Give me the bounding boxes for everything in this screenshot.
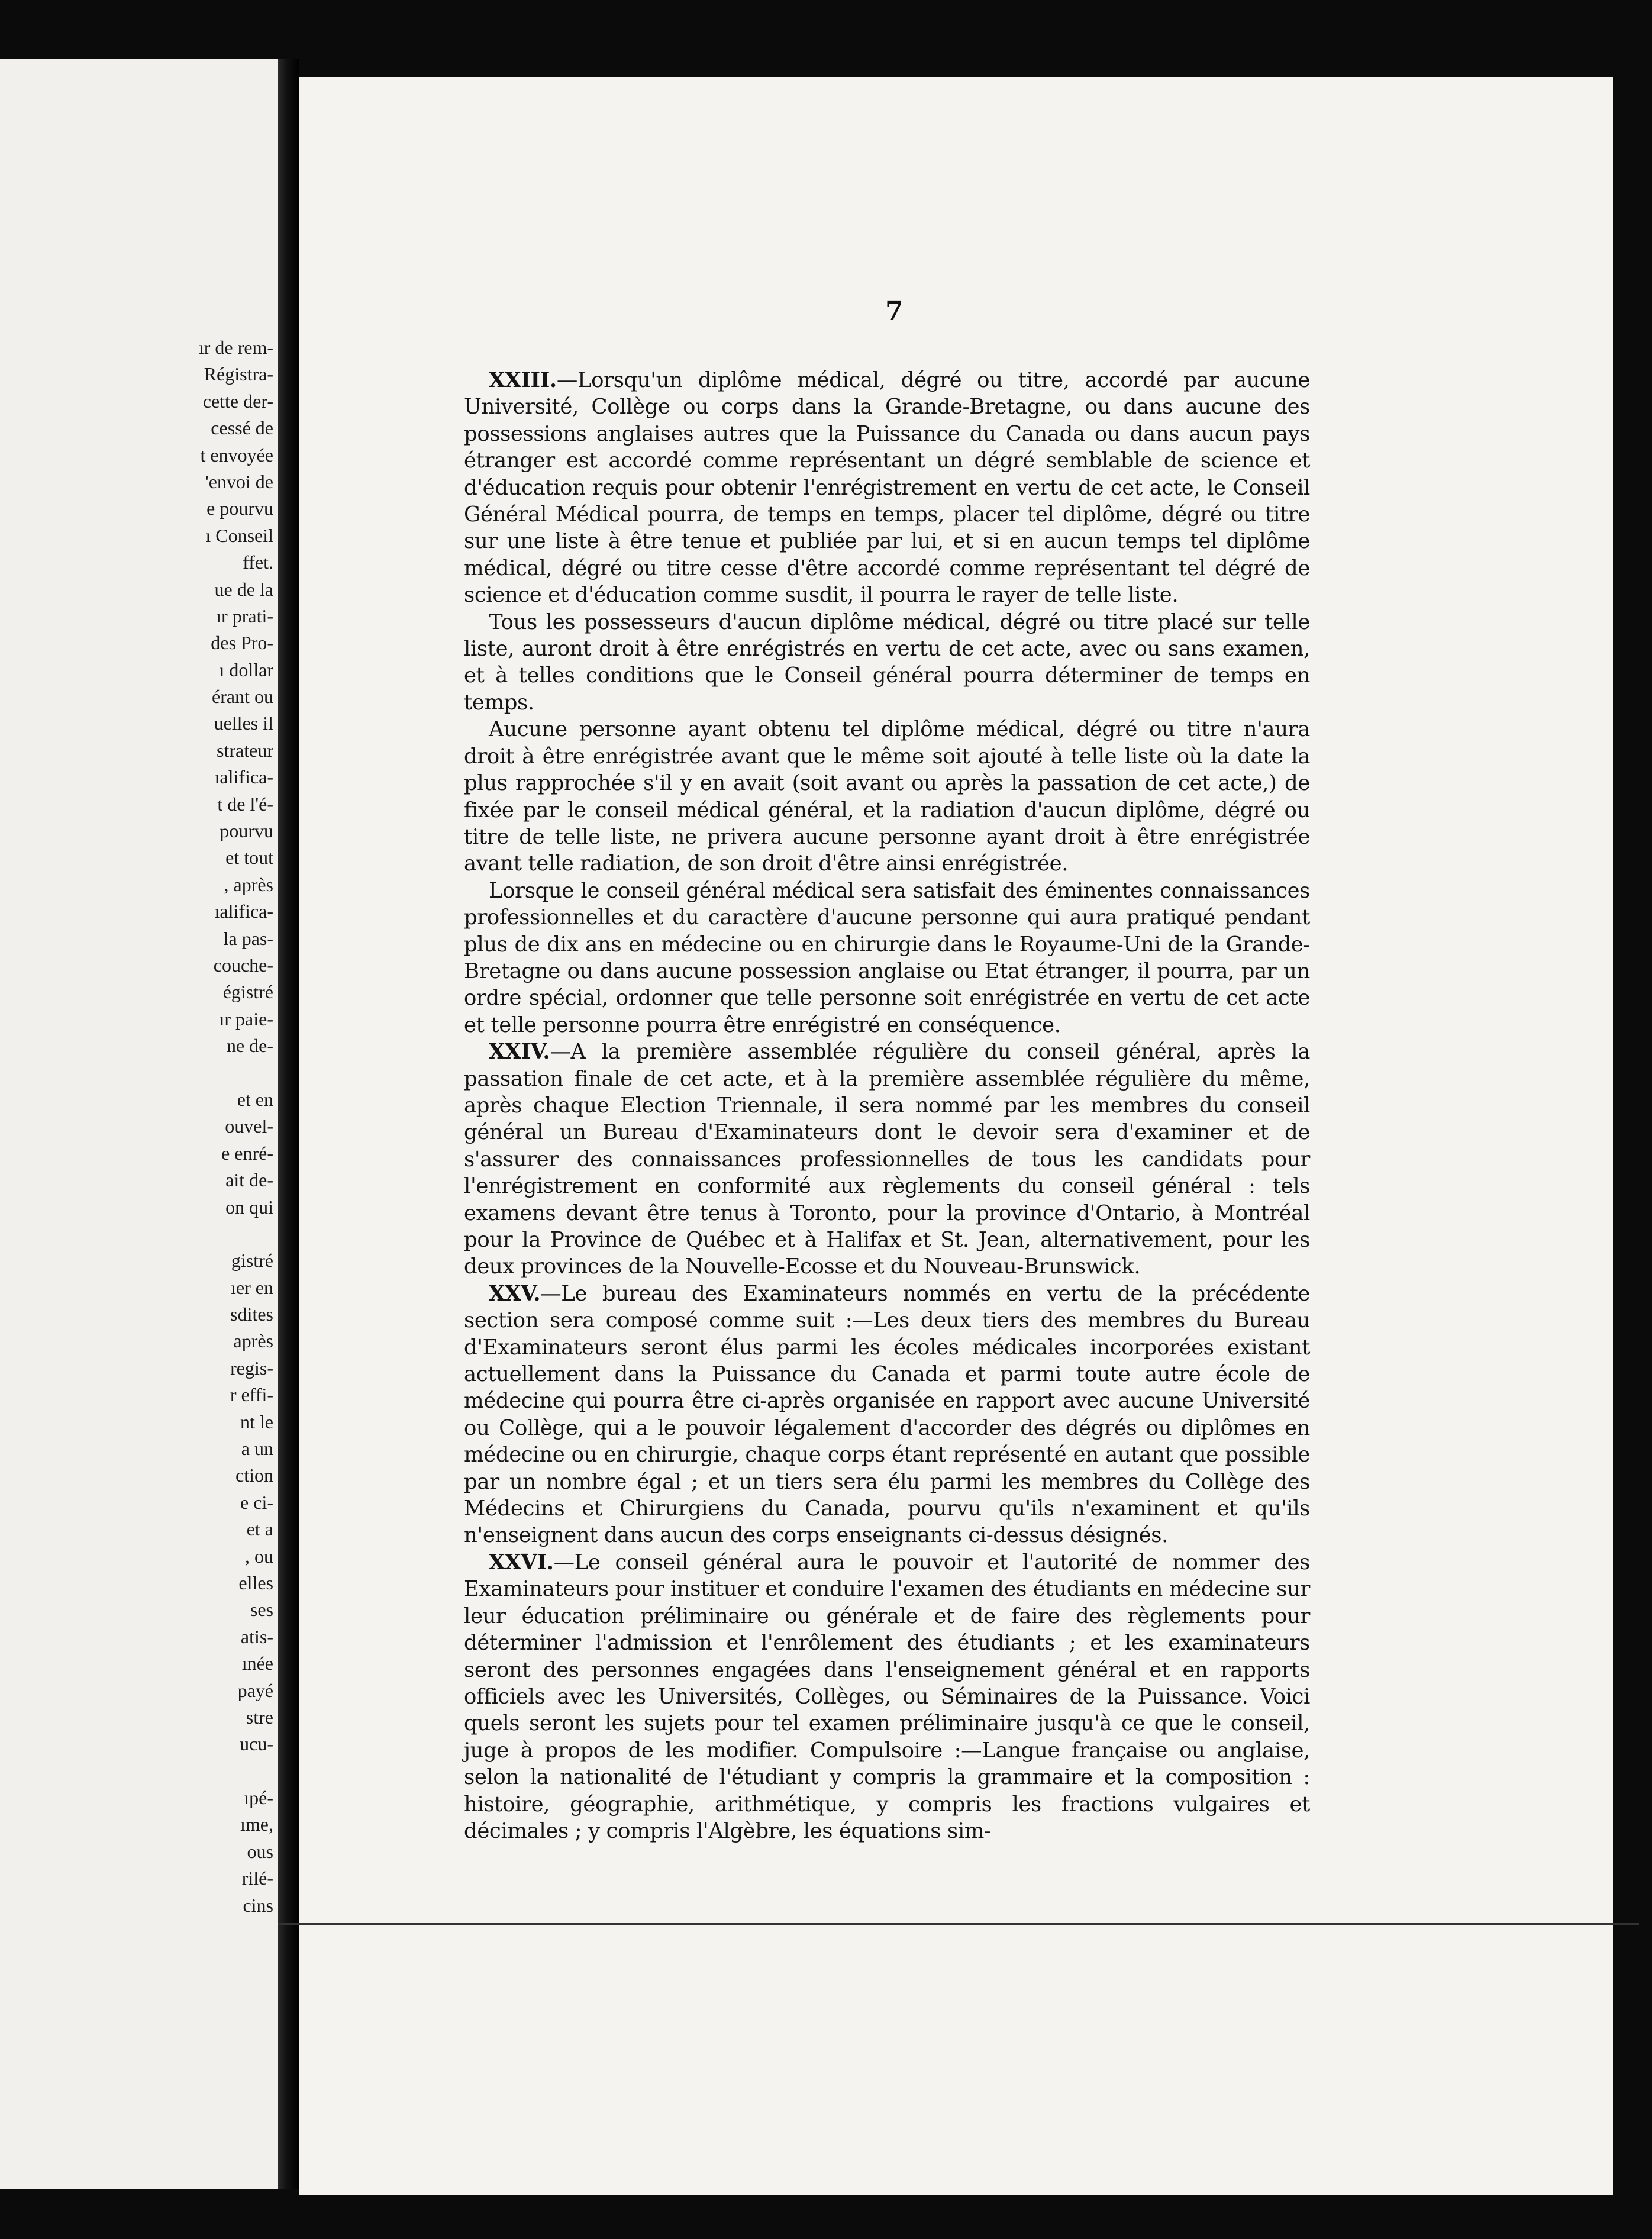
left-fragment-line: r effi- <box>230 1384 273 1406</box>
left-fragment-line: érant ou <box>212 686 273 708</box>
left-fragment-line: ır de rem- <box>198 337 273 358</box>
left-fragment-line: a un <box>241 1438 273 1460</box>
left-fragment-line: elles <box>238 1572 273 1593</box>
left-fragment-line <box>131 1758 273 1785</box>
paragraph <box>464 1549 1310 1844</box>
left-fragment-line: ıme, <box>240 1814 273 1835</box>
left-fragment-line: ınée <box>241 1653 273 1675</box>
left-fragment-line: ıer en <box>231 1276 273 1298</box>
left-fragment-line: nt le <box>240 1411 273 1433</box>
left-fragment-line: ıalifica- <box>214 766 273 788</box>
left-fragment-line: payé <box>237 1679 273 1701</box>
left-fragment-line: strateur <box>217 739 273 761</box>
left-fragment-line: uelles il <box>214 712 273 734</box>
left-fragment-line: ır paie- <box>219 1008 273 1030</box>
left-fragment-line: ses <box>250 1599 273 1621</box>
left-fragment-line: ction <box>235 1464 273 1486</box>
left-fragment-line: regis- <box>230 1357 273 1379</box>
left-fragment-line: ı dollar <box>219 659 273 680</box>
left-fragment-line: 'envoi de <box>205 470 273 492</box>
left-page-text-fragments <box>131 334 273 1919</box>
left-fragment-line: , après <box>224 873 273 895</box>
left-fragment-line: et a <box>246 1518 273 1540</box>
left-fragment-line: ouvel- <box>225 1115 273 1137</box>
left-fragment-line: rilé- <box>241 1867 273 1889</box>
scan-artifact-line <box>278 1923 1639 1925</box>
left-fragment-line: , ou <box>245 1545 273 1567</box>
left-fragment-line: atis- <box>240 1625 273 1647</box>
left-fragment-line: e enré- <box>221 1142 273 1164</box>
left-fragment-line: t envoyée <box>200 444 273 466</box>
left-fragment-line: ır prati- <box>216 605 273 627</box>
left-fragment-line: ne de- <box>226 1035 273 1057</box>
paragraph <box>464 609 1310 717</box>
left-fragment-line: couche- <box>213 954 273 976</box>
left-fragment-line: t de l'é- <box>217 793 273 815</box>
left-fragment-line: pourvu <box>220 820 273 842</box>
left-fragment-line: après <box>233 1330 273 1352</box>
paragraph <box>464 877 1310 1038</box>
left-fragment-line <box>131 1221 273 1247</box>
left-fragment-line: sdites <box>230 1304 273 1325</box>
paragraph <box>464 716 1310 877</box>
paragraph-text: —Le conseil général aura le pouvoir et l'autorité de nommer des Examinateurs pour instituer et conduire l'examen des étudiants en médecine sur leur éducation préliminaire ou générale et de faire des règlements pour déterminer l'admission et l'enrôlement des étudiants ; et les examinateurs seront des personnes engagées dans l'enseignement général et en rapports officiels avec les Universités, Collèges, ou Séminaires de la Puissance. Voici quels seront les sujets pour tel examen préliminaire jusqu'à ce que le conseil, juge à propos de les modifier. Compulsoire :—Langue française ou anglaise, selon la nationalité de l'étudiant y compris la grammaire et la composition : histoire, géographie, arithmétique, y compris les fractions vulgaires et décimales ; y compris l'Algèbre, les équations sim- <box>464 1550 1310 1843</box>
main-page <box>299 77 1613 2195</box>
body-text <box>464 367 1310 1844</box>
section-number: XXIV. <box>489 1040 550 1064</box>
left-fragment-line: ait de- <box>225 1169 273 1191</box>
left-fragment-line: ıalifica- <box>214 901 273 922</box>
left-fragment-line: on qui <box>225 1196 273 1218</box>
left-fragment-line: et tout <box>225 847 273 869</box>
left-fragment-line: ue de la <box>214 578 273 600</box>
left-fragment-line: ous <box>247 1840 273 1862</box>
left-fragment-line: e pourvu <box>206 498 273 520</box>
paragraph <box>464 1038 1310 1280</box>
paragraph <box>464 367 1310 609</box>
left-fragment-line: égistré <box>222 981 273 1003</box>
paragraph-text: —A la première assemblée régulière du conseil général, après la passation finale de cet acte, et à la première assemblée régulière du même, après chaque Election Triennale, il sera nommé par les membres du conseil général un Bureau d'Examinateurs dont le devoir sera d'examiner et de s'assurer des connaissances professionnelles de tous les candidats pour l'enrégistrement en conformité aux règlements du conseil général : tels examens devant être tenus à Toronto, pour la province d'Ontario, à Montréal pour la Province de Québec et à Halifax et St. Jean, alternativement, pour les deux provinces de la Nouvelle-Ecosse et du Nouveau-Brunswick. <box>464 1040 1310 1279</box>
left-fragment-line <box>131 1060 273 1086</box>
left-facing-page <box>0 59 278 2189</box>
left-fragment-line: ffet. <box>243 551 273 573</box>
page-number: 7 <box>885 296 904 326</box>
left-fragment-line: ıpé- <box>244 1787 273 1809</box>
left-fragment-line: cessé de <box>211 417 273 439</box>
paragraph-text: Aucune personne ayant obtenu tel diplôme médical, dégré ou titre n'aura droit à être enrégistrée avant que le même soit ajouté à telle liste où la date la plus rapprochée s'il y en avait (soit avant ou après la passation de cet acte,) de fixée par le conseil médical général, et la radiation d'aucun diplôme, dégré ou titre de telle liste, ne privera aucune personne ayant droit à être enrégistrée avant telle radiation, de son droit d'être ainsi enrégistrée. <box>464 717 1310 876</box>
paragraph-text: —Le bureau des Examinateurs nommés en vertu de la précédente section sera composé comme suit :—Les deux tiers des membres du Bureau d'Examinateurs seront élus parmi les écoles médicales incorporées existant actuellement dans la Puissance du Canada et parmi toute autre école de médecine qui pourra être ci-après organisée en rapport avec aucune Université ou Collège, qui a le pouvoir légalement d'accorder des dégrés ou diplômes en médecine ou en chirurgie, chaque corps étant représenté en autant que possible par un nombre égal ; et un tiers sera élu parmi les membres du Collège des Médecins et Chirurgiens du Canada, pourvu qu'ils n'examinent et qu'ils n'enseignent dans aucun des corps enseignants ci-dessus désignés. <box>464 1281 1310 1548</box>
book-gutter <box>278 59 299 2189</box>
left-fragment-line: stre <box>246 1706 273 1728</box>
section-number: XXVI. <box>489 1550 554 1575</box>
paragraph-text: Tous les possesseurs d'aucun diplôme médical, dégré ou titre placé sur telle liste, auront droit à être enrégistrés en vertu de cet acte, avec ou sans examen, et à telles conditions que le Conseil général pourra déterminer de temps en temps. <box>464 609 1310 715</box>
paragraph-text: Lorsque le conseil général médical sera satisfait des éminentes connaissances professionnelles et du caractère d'aucune personne qui aura pratiqué pendant plus de dix ans en médecine ou en chirurgie dans le Royaume-Uni de la Grande-Bretagne ou dans aucune possession anglaise ou Etat étranger, il pourra, par un ordre spécial, ordonner que telle personne soit enrégistrée en vertu de cet acte et telle personne pourra être enrégistré en conséquence. <box>464 878 1310 1037</box>
left-fragment-line: Régistra- <box>204 363 273 385</box>
left-fragment-line: e ci- <box>240 1491 273 1513</box>
left-fragment-line: ı Conseil <box>205 524 273 546</box>
left-fragment-line: la pas- <box>223 927 273 949</box>
left-fragment-line: et en <box>237 1088 273 1110</box>
left-fragment-line: des Pro- <box>211 632 273 654</box>
section-number: XXIII. <box>489 368 557 392</box>
left-fragment-line: gistré <box>231 1250 273 1272</box>
paragraph <box>464 1280 1310 1549</box>
left-fragment-line: cette der- <box>202 390 273 412</box>
left-fragment-line: ucu- <box>240 1733 273 1755</box>
section-number: XXV. <box>489 1281 541 1306</box>
left-fragment-line: cins <box>243 1894 273 1916</box>
paragraph-text: —Lorsqu'un diplôme médical, dégré ou titre, accordé par aucune Université, Collège ou corps dans la Grande-Bretagne, ou dans aucune des possessions anglaises autres que la Puissance du Canada ou dans aucun pays étranger est accordé comme représentant un dégré semblable de science et d'éducation requis pour obtenir l'enrégistrement en vertu de cet acte, le Conseil Général Médical pourra, de temps en temps, placer tel diplôme, dégré ou titre sur une liste à être tenue et publiée par lui, et si en aucun temps tel diplôme médical, dégré ou titre cesse d'être accordé comme représentant tel dégré de science et d'éducation comme susdit, il pourra le rayer de telle liste. <box>464 368 1310 608</box>
